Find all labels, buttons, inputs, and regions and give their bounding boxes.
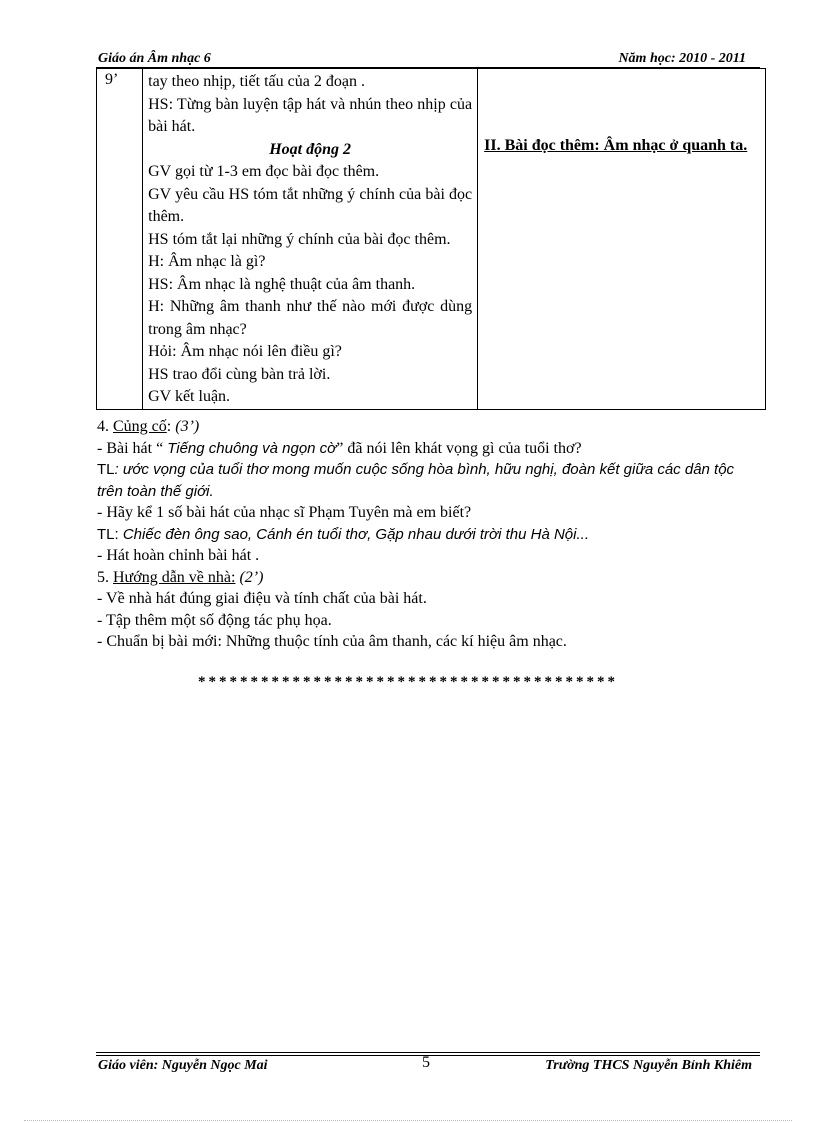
footer-school: Trường THCS Nguyễn Bỉnh Khiêm [545, 1058, 752, 1073]
activity-line: HS: Từng bàn luyện tập hát và nhún theo nhịp của bài hát. [148, 95, 473, 135]
song-title: Tiếng chuông và ngọn cờ [167, 439, 337, 457]
header-subject: Giáo án Âm nhạc 6 [98, 51, 211, 66]
page-edge-dots [24, 1120, 792, 1121]
answer-1 [97, 459, 759, 502]
activity-line: tay theo nhịp, tiết tấu của 2 đoạn . [148, 73, 365, 90]
activity-line: H: Những âm thanh như thế nào mới được dùng trong âm nhạc? [148, 298, 473, 338]
homework-item: - Chuẩn bị bài mới: Những thuộc tính của âm thanh, các kí hiệu âm nhạc. [97, 633, 567, 650]
answer-2 [97, 524, 759, 546]
lesson-table [96, 68, 766, 410]
activity-line: GV kết luận. [148, 388, 231, 405]
section-time: (2’) [235, 568, 264, 586]
answer-text: : ước vọng của tuổi thơ mong muốn cuộc sống hòa bình, hữu nghị, đoàn kết giữa các dân tộc trên toàn thế giới. [97, 461, 735, 500]
footer-teacher: Giáo viên: Nguyễn Ngọc Mai [98, 1058, 268, 1073]
section-title: Hướng dẫn về nhà: [113, 568, 236, 586]
instruction-line: - Hát hoàn chỉnh bài hát . [97, 547, 260, 564]
homework-item: - Về nhà hát đúng giai điệu và tính chất của bài hát. [97, 590, 427, 607]
header-school-year: Năm học: 2010 - 2011 [618, 51, 746, 66]
section-4-heading [97, 416, 759, 438]
section-colon: : [166, 418, 176, 435]
time-cell [97, 69, 143, 410]
activity-line: HS tóm tắt lại những ý chính của bài đọc thêm. [148, 230, 451, 248]
activity-line: Hỏi: Âm nhạc nói lên điều gì? [148, 343, 342, 360]
activity-line: HS trao đổi cùng bàn trả lời. [148, 365, 331, 383]
question-2: - Hãy kể 1 số bài hát của nhạc sĩ Phạm Tuyên mà em biết? [97, 504, 472, 521]
question-1 [97, 438, 759, 460]
homework-item: - Tập thêm một số động tác phụ họa. [97, 611, 332, 629]
time-value: 9’ [105, 71, 119, 88]
table-row [97, 69, 766, 410]
section-number: 5. [97, 568, 113, 586]
answer-label: TL: [97, 525, 123, 543]
activity-line: HS: Âm nhạc là nghệ thuật của âm thanh. [148, 275, 416, 293]
page-number: 5 [422, 1054, 430, 1071]
activities-cell [143, 69, 478, 410]
section-title: Củng cố [113, 418, 167, 435]
section-5-heading [97, 567, 759, 589]
question-text: - Bài hát “ [97, 439, 168, 457]
section-number: 4. [97, 418, 113, 435]
content-cell [478, 69, 766, 410]
content-heading: II. Bài đọc thêm: Âm nhạc ở quanh ta. [484, 137, 748, 154]
answer-label: TL [97, 461, 115, 478]
activity-line: GV gọi từ 1-3 em đọc bài đọc thêm. [148, 163, 380, 180]
activity-line: GV yêu cầu HS tóm tắt những ý chính của bài đọc thêm. [148, 185, 473, 225]
section-time: (3’) [175, 418, 200, 435]
separator-stars: **************************************** [198, 674, 618, 690]
activity-heading: Hoạt động 2 [269, 140, 352, 158]
footer-rule [96, 1052, 760, 1053]
lesson-continuation [97, 416, 759, 653]
page-footer [96, 1052, 760, 1076]
question-text: ” đã nói lên khát vọng gì của tuổi thơ? [336, 439, 582, 457]
activity-line: H: Âm nhạc là gì? [148, 253, 266, 270]
page-header [96, 50, 760, 68]
answer-text: Chiếc đèn ông sao, Cánh én tuổi thơ, Gặp nhau dưới trời thu Hà Nội... [122, 525, 589, 543]
